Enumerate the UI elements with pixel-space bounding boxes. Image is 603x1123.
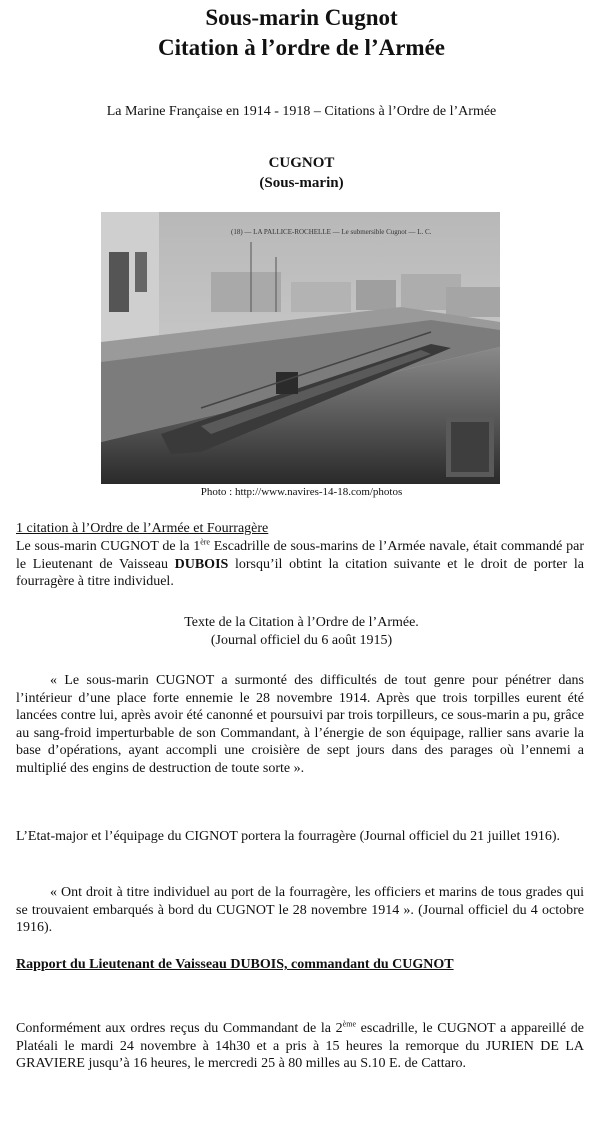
- citation-intro-sup: ère: [200, 537, 210, 547]
- report-text-b: escadrille, le CUGNOT a appareillé de Platéali le mardi 24 novembre à 14h30 et a pris à 15 heures la remorque du JURIEN DE LA GRAVIERE jusqu’à 16 heures, le mercredi 25 à 80 milles au S.10 E. de Cattaro.: [16, 1021, 584, 1072]
- page-title-line-1: Sous-marin Cugnot: [205, 5, 398, 30]
- citation-intro-text-a: Le sous-marin CUGNOT de la 1: [16, 539, 201, 554]
- photo-credit: Photo : http://www.navires-14-18.com/photos: [200, 486, 403, 498]
- submarine-photo: [101, 212, 500, 484]
- citation-intro-text-c: lorsqu’il obtint la citation suivante et le droit de porter la fourragère à titre individuel.: [16, 556, 584, 590]
- report-heading: Rapport du Lieutenant de Vaisseau DUBOIS, commandant du CUGNOT: [16, 957, 454, 972]
- ship-name: CUGNOT: [268, 155, 335, 171]
- citation-text-source: (Journal officiel du 6 août 1915): [210, 633, 393, 648]
- droit-paragraph: [16, 884, 584, 937]
- citation-quote: [16, 672, 584, 778]
- droit-text: « Ont droit à titre individuel au port de la fourragère, les officiers et marins de tous grades qui se trouvaient embarqués à bord du CUGNOT le 28 novembre 1914 ». (Journal officiel du 4 octobre 1916).: [16, 885, 584, 936]
- citation-intro-text-b: Escadrille de sous-marins de l’Armée navale, était commandé par le Lieutenant de Vaisseau: [16, 539, 584, 572]
- postcard-caption: (18) — LA PALLICE-ROCHELLE — Le submersible Cugnot — L. C.: [231, 228, 432, 236]
- submarine-photo-drawing: [101, 212, 500, 484]
- commander-name: DUBOIS: [174, 556, 229, 572]
- series-title: La Marine Française en 1914 - 1918 – Citations à l’Ordre de l’Armée: [106, 104, 497, 119]
- page-title-line-2: Citation à l’ordre de l’Armée: [158, 35, 445, 60]
- report-sup: ème: [342, 1019, 356, 1029]
- fourragere-paragraph: L’Etat-major et l’équipage du CIGNOT portera la fourragère (Journal officiel du 21 juillet 1916).: [16, 829, 561, 844]
- citation-heading: 1 citation à l’Ordre de l’Armée et Fourragère: [16, 521, 269, 536]
- ship-type: (Sous-marin): [259, 175, 344, 191]
- citation-text-title: Texte de la Citation à l’Ordre de l’Armée.: [184, 615, 419, 630]
- report-paragraph: [16, 1020, 584, 1073]
- report-text-a: Conformément aux ordres reçus du Commandant de la 2: [16, 1021, 343, 1036]
- citation-intro: [16, 538, 584, 591]
- citation-quote-text: « Le sous-marin CUGNOT a surmonté des difficultés de tout genre pour pénétrer dans l’intérieur d’une place forte ennemie le 28 novembre 1914. Après que trois torpilles eurent été lancées contre lui, après avoir été canonné et poursuivi par trois torpilleurs, ce sous-marin a pu, grâce au sang-froid imperturbable de son Commandant, à l’énergie de son équipage, rallier sans avarie la base d’opérations, ayant accompli une croisière de sept jours dans des parages où l’ennemi a multiplié des engins de destruction de toute sorte ».: [16, 673, 584, 776]
